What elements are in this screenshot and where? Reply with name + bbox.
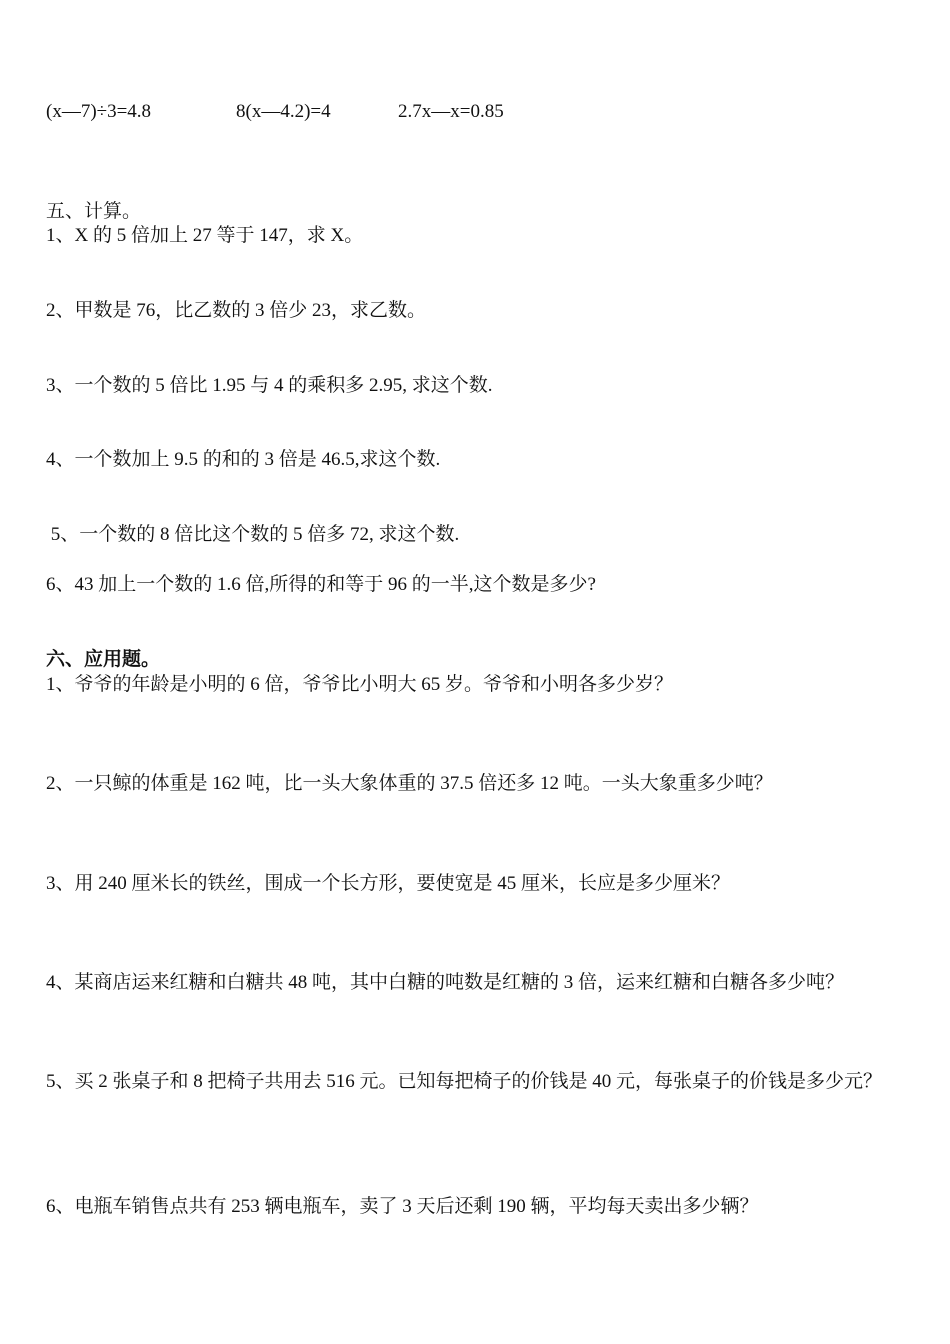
- equation-1: (x—7)÷3=4.8: [46, 101, 152, 122]
- calc-question-4: 4、一个数加上 9.5 的和的 3 倍是 46.5,求这个数.: [46, 449, 441, 470]
- word-problem-3: 3、用 240 厘米长的铁丝，围成一个长方形，要使宽是 45 厘米，长应是多少厘米？: [46, 873, 731, 894]
- calc-question-5: 5、一个数的 8 倍比这个数的 5 倍多 72, 求这个数.: [46, 524, 460, 545]
- section-title-word-problems: 六、应用题。: [46, 649, 161, 670]
- calc-question-3: 3、一个数的 5 倍比 1.95 与 4 的乘积多 2.95, 求这个数.: [46, 375, 493, 396]
- calc-question-6: 6、43 加上一个数的 1.6 倍,所得的和等于 96 的一半,这个数是多少?: [46, 574, 596, 595]
- section-title-calculation: 五、计算。: [46, 201, 142, 222]
- word-problem-2: 2、一只鲸的体重是 162 吨，比一头大象体重的 37.5 倍还多 12 吨。一头大象重多少吨？: [46, 773, 773, 794]
- word-problem-1: 1、爷爷的年龄是小明的 6 倍，爷爷比小明大 65 岁。爷爷和小明各多少岁？: [46, 674, 674, 695]
- calc-question-2: 2、甲数是 76，比乙数的 3 倍少 23，求乙数。: [46, 300, 427, 321]
- word-problem-4: 4、某商店运来红糖和白糖共 48 吨，其中白糖的吨数是红糖的 3 倍，运来红糖和白糖各多少吨？: [46, 972, 845, 993]
- equation-2: 8(x—4.2)=4: [236, 101, 331, 122]
- calc-question-1: 1、X 的 5 倍加上 27 等于 147，求 X。: [46, 225, 364, 246]
- equation-3: 2.7x—x=0.85: [398, 101, 504, 122]
- word-problem-6: 6、电瓶车销售点共有 253 辆电瓶车，卖了 3 天后还剩 190 辆，平均每天卖出多少辆？: [46, 1196, 759, 1217]
- word-problem-5: 5、买 2 张桌子和 8 把椅子共用去 516 元。已知每把椅子的价钱是 40 元，每张桌子的价钱是多少元？: [46, 1071, 883, 1092]
